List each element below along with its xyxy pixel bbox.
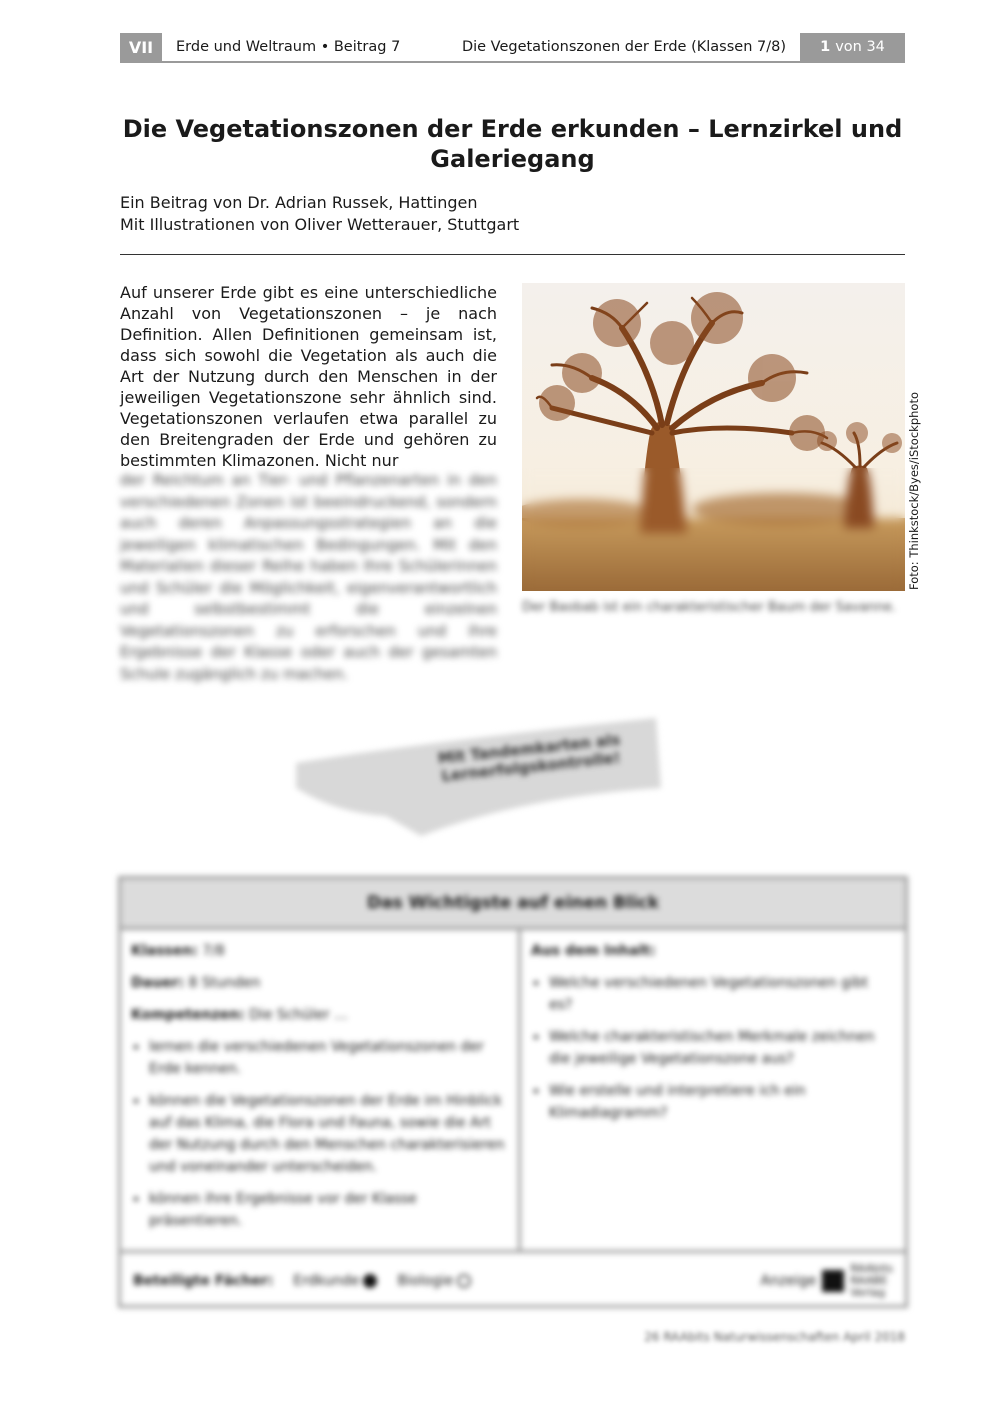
page-total: von 34 xyxy=(835,39,885,55)
list-item: • Welche verschiedenen Vegetationszonen gibt es? xyxy=(549,972,895,1016)
summary-right-column xyxy=(521,930,905,1250)
fach-biologie-label: Biologie xyxy=(397,1273,454,1289)
list-item: • können ihre Ergebnisse vor der Klasse präsentieren. xyxy=(149,1188,508,1232)
klassen-row xyxy=(131,940,508,962)
document-title: Die Vegetationszonen der Erde erkunden – Lernzirkel und Galeriegang xyxy=(122,115,903,173)
kompetenzen-label: Kompetenzen: xyxy=(131,1007,245,1023)
klassen-value: 7/8 xyxy=(202,943,225,959)
header-doc-title: Die Vegetationszonen der Erde (Klassen 7/8) xyxy=(461,39,786,55)
logo-line: Verlag xyxy=(850,1286,886,1299)
faecher-label: Beteiligte Fächer: xyxy=(133,1273,274,1289)
summary-footer xyxy=(121,1253,905,1309)
filled-dot-icon xyxy=(363,1274,377,1288)
banner-text: Mit Tandemkarten als Lernerfolgskontrolle! xyxy=(437,730,622,786)
title-divider xyxy=(120,254,905,255)
kompetenzen-row xyxy=(131,1004,508,1026)
publisher-logo xyxy=(761,1263,893,1299)
series-label: Erde und Weltraum • Beitrag 7 xyxy=(176,39,401,55)
dauer-row xyxy=(131,972,508,994)
summary-heading: Das Wichtigste auf einen Blick xyxy=(121,879,905,930)
logo-prefix: Anzeige xyxy=(760,1273,817,1289)
page-indicator xyxy=(800,33,905,61)
photo-credit-text: Foto: Thinkstock/Byes/iStockphoto xyxy=(907,392,921,590)
summary-left-column xyxy=(121,930,521,1250)
fach-erdkunde-label: Erdkunde xyxy=(293,1273,360,1289)
logo-line: RAABE xyxy=(850,1274,888,1287)
dauer-value: 8 Stunden xyxy=(188,975,261,991)
summary-box xyxy=(118,876,908,1308)
inhalt-label: Aus dem Inhalt: xyxy=(531,943,656,959)
list-item: • lernen die verschiedenen Vegetationszonen der Erde kennen. xyxy=(149,1036,508,1080)
photo-credit xyxy=(905,392,921,592)
kompetenzen-value: Die Schüler … xyxy=(249,1007,348,1023)
page-header xyxy=(120,33,905,63)
author-line: Ein Beitrag von Dr. Adrian Russek, Hattingen xyxy=(120,193,478,212)
intro-paragraph-blurred: der Reichtum an Tier- und Pflanzenarten in den verschiedenen Zonen ist beeindruckend, sondern auch deren Anpassungsstrategien an die jeweiligen klimatischen Bedingungen. Mit den Materialien dieser Reihe haben Ihre Schülerinnen und Schüler die Möglichkeit, eigenverantwortlich und selbstbestimmt die einzelnen Vegetationszonen zu erforschen und ihre Ergebnisse der Klasse oder auch der gesamten Schule zugänglich zu machen. xyxy=(120,471,497,683)
chapter-badge: VII xyxy=(120,33,162,61)
logo-text xyxy=(850,1263,893,1299)
list-item: • Wie erstelle und interpretiere ich ein Klimadiagramm? xyxy=(549,1080,895,1124)
kompetenzen-list xyxy=(131,1036,508,1232)
inhalt-list xyxy=(531,972,895,1124)
illustrator-line: Mit Illustrationen von Oliver Wetterauer, Stuttgart xyxy=(120,215,520,234)
fach-biologie xyxy=(397,1273,471,1289)
byline xyxy=(120,192,519,236)
page-footer: 26 RAAbits Naturwissenschaften April 2018 xyxy=(644,1330,905,1344)
intro-paragraph-visible: Auf unserer Erde gibt es eine unterschiedliche Anzahl von Vegetationszonen – je nach Definition. Allen Definitionen gemeinsam ist, dass sich sowohl die Vegetation als auch die Art der Nutzung durch den Menschen in der jeweiligen Vegetationszone sehr ähnlich sind. Vegetationszonen verlaufen etwa parallel zu den Breitengraden der Erde und gehören zu bestimmten Klimazonen. Nicht nur xyxy=(120,283,497,470)
hollow-dot-icon xyxy=(457,1274,471,1288)
fach-erdkunde xyxy=(293,1273,377,1289)
list-item: • können die Vegetationszonen der Erde im Hinblick auf das Klima, die Flora und Fauna, sowie die Art der Nutzung durch den Menschen charakterisieren und voneinander unterscheiden. xyxy=(149,1090,508,1178)
logo-square-icon xyxy=(822,1270,844,1292)
page-current: 1 xyxy=(820,39,831,55)
klassen-label: Klassen: xyxy=(131,943,198,959)
dauer-label: Dauer: xyxy=(131,975,185,991)
intro-text xyxy=(120,282,497,471)
photo-blur-region xyxy=(522,468,905,591)
list-item: • Welche charakteristischen Merkmale zeichnen die jeweilige Vegetationszone aus? xyxy=(549,1026,895,1070)
logo-line: RAAbits xyxy=(850,1262,893,1275)
baobab-photo xyxy=(522,283,905,591)
photo-caption: Der Baobab ist ein charakteristischer Baum der Savanne. xyxy=(522,600,897,615)
